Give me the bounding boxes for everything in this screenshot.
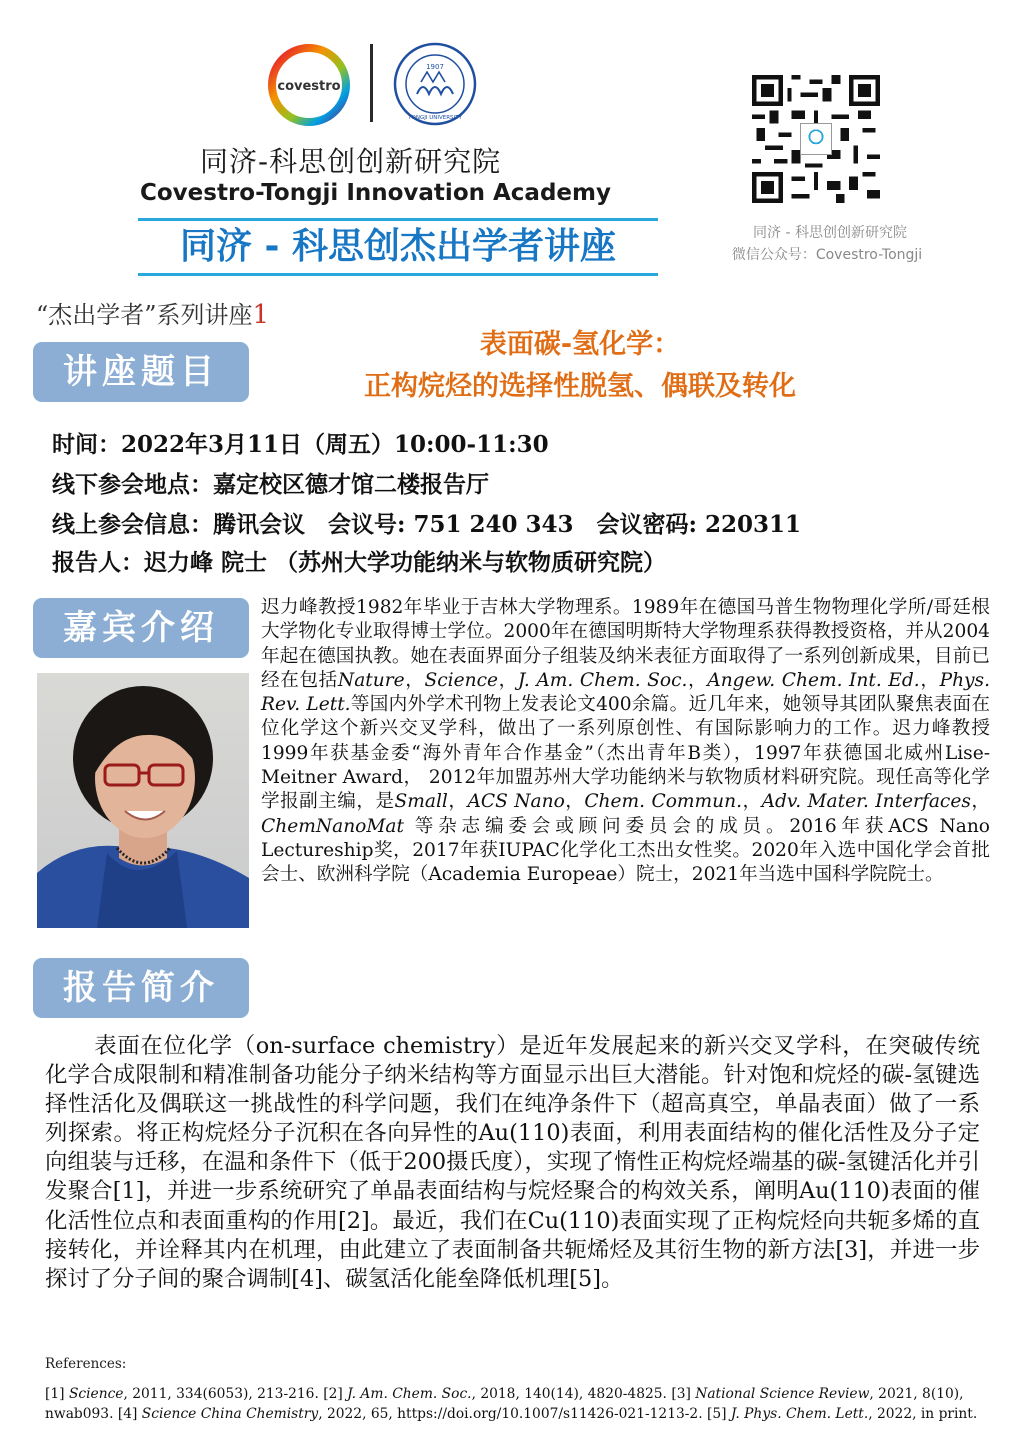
bio-separator: ，	[687, 669, 708, 691]
svg-text:1907: 1907	[426, 63, 444, 71]
bio-journal: ChemNanoMat	[261, 815, 404, 837]
logo-divider	[370, 44, 373, 122]
bio-journal: Small	[394, 791, 448, 813]
info-time: 时间：2022年3月11日（周五）10:00-11:30	[52, 431, 549, 458]
section-tag-lecture-title: 讲座题目	[33, 342, 249, 402]
ref-number: [5]	[706, 1406, 731, 1422]
ref-details: , 2022, 65, https://doi.org/10.1007/s11426-021-1213-2.	[318, 1406, 707, 1422]
ref-details: , 2018, 140(14), 4820-4825.	[471, 1386, 672, 1402]
info-online-meeting: 线上参会信息：腾讯会议 会议号: 751 240 343 会议密码: 220311	[52, 511, 802, 538]
lecture-title-line2: 正构烷烃的选择性脱氢、偶联及转化	[364, 371, 796, 402]
ref-details: , 2011, 334(6053), 213-216.	[123, 1386, 324, 1402]
wechat-qr-code	[752, 75, 880, 203]
bio-journal: Chem. Commun.	[584, 791, 743, 813]
series-banner: 同济 - 科思创杰出学者讲座	[138, 218, 658, 276]
tongji-university-seal	[393, 42, 477, 126]
bio-separator: ，	[742, 791, 762, 813]
ref-number: [3]	[671, 1386, 696, 1402]
ref-number: [2]	[323, 1386, 348, 1402]
speaker-portrait-photo	[37, 673, 249, 928]
bio-separator: ，	[919, 669, 940, 691]
section-tag-guest-intro: 嘉宾介绍	[33, 598, 249, 658]
qr-caption-wechat: 微信公众号：Covestro-Tongji	[731, 247, 923, 263]
ref-details: , 2022, in print.	[868, 1406, 978, 1422]
series-label-text: “杰出学者”系列讲座	[36, 301, 253, 329]
bio-journal: Science	[424, 669, 498, 691]
ref-number: [4]	[117, 1406, 142, 1422]
covestro-logo	[268, 44, 350, 126]
ref-journal: Science	[68, 1386, 124, 1402]
info-speaker: 报告人：迟力峰 院士 （苏州大学功能纳米与软物质研究院）	[52, 549, 667, 576]
bio-separator: ，	[970, 791, 990, 813]
bio-separator: ，	[447, 791, 468, 813]
bio-journal: ACS Nano	[467, 791, 565, 813]
ref-journal: J. Am. Chem. Soc.	[347, 1386, 472, 1402]
lecture-summary: 表面在位化学（on-surface chemistry）是近年发展起来的新兴交叉学科，在突破传统化学合成限制和精准制备功能分子纳米结构等方面显示出巨大潜能。针对饱和烷烃的碳-氢键选择性活化及偶联这一挑战性的科学问题，我们在纯净条件下（超高真空，单晶表面）做了一系列探索。将正构烷烃分子沉积在各向异性的Au(110)表面，利用表面结构的催化活性及分子定向组装与迁移，在温和条件下（低于200摄氏度），实现了惰性正构烷烃端基的碳-氢键活化并引发聚合[1]，并进一步系统研究了单晶表面结构与烷烃聚合的构效关系，阐明Au(110)表面的催化活性位点和表面重构的作用[2]。最近，我们在Cu(110)表面实现了正构烷烃向共轭多烯的直接转化，并诠释其内在机理，由此建立了表面制备共轭烯烃及其衍生物的新方法[3]，并进一步探讨了分子间的聚合调制[4]、碳氢活化能垒降低机理[5]。	[45, 1033, 980, 1292]
series-number: 1	[252, 300, 270, 330]
info-offline-venue: 线下参会地点：嘉定校区德才馆二楼报告厅	[52, 471, 489, 498]
speaker-bio	[261, 596, 990, 888]
bio-journal: Nature	[337, 669, 405, 691]
lecture-title-line1: 表面碳-氢化学：	[479, 329, 681, 360]
ref-number: [1]	[45, 1386, 69, 1402]
ref-journal: National Science Review	[695, 1386, 870, 1402]
series-label	[36, 295, 269, 330]
ref-details: , 2021, 8(10), nwab093.	[45, 1386, 964, 1422]
ref-journal: J. Phys. Chem. Lett.	[730, 1406, 869, 1422]
svg-text:TONGJI UNIVERSITY: TONGJI UNIVERSITY	[408, 115, 462, 121]
bio-separator: ，	[498, 669, 518, 691]
references-header: References:	[45, 1356, 127, 1372]
institute-name-en: Covestro-Tongji Innovation Academy	[140, 180, 611, 206]
bio-text: 等杂志编委会或顾问委员会的成员。2016年获ACS Nano Lectureship奖，2017年获IUPAC化学化工杰出女性奖。2020年入选中国化学会首批会士、欧洲科学院（Academia Europeae）院士，2021年当选中国科学院院士。	[261, 815, 990, 886]
svg-text:covestro: covestro	[277, 79, 341, 94]
section-tag-summary: 报告简介	[33, 958, 249, 1018]
bio-separator: ，	[564, 791, 585, 813]
bio-journal: Phys. Rev. Lett.	[261, 669, 991, 716]
bio-journal: Adv. Mater. Interfaces	[761, 791, 971, 813]
references-list	[45, 1384, 985, 1424]
institute-name-cn: 同济-科思创创新研究院	[200, 145, 502, 178]
bio-separator: ，	[404, 669, 425, 691]
bio-text: 等国内外学术刊物上发表论文400余篇。近几年来，她领导其团队聚焦表面在位化学这个新兴交叉学科，做出了一系列原创性、有国际影响力的工作。迟力峰教授1999年获基金委“海外青年合作基金”（杰出青年B类），1997年获德国北威州Lise-Meitner Award， 2012年加盟苏州大学功能纳米与软物质材料研究院。现任高等化学学报副主编，是	[261, 694, 991, 813]
bio-journal: Angew. Chem. Int. Ed.	[707, 669, 920, 691]
ref-journal: Science China Chemistry	[141, 1406, 319, 1422]
bio-text: 迟力峰教授1982年毕业于吉林大学物理系。1989年在德国马普生物物理化学所/哥廷根大学物化专业取得博士学位。2000年在德国明斯特大学物理系获得教授资格，并从2004年起在德国执教。她在表面界面分子组装及纳米表征方面取得了一系列创新成果，目前已经在包括	[261, 597, 990, 691]
bio-journal: J. Am. Chem. Soc.	[517, 669, 688, 691]
qr-caption-institute: 同济 - 科思创创新研究院	[753, 225, 907, 241]
